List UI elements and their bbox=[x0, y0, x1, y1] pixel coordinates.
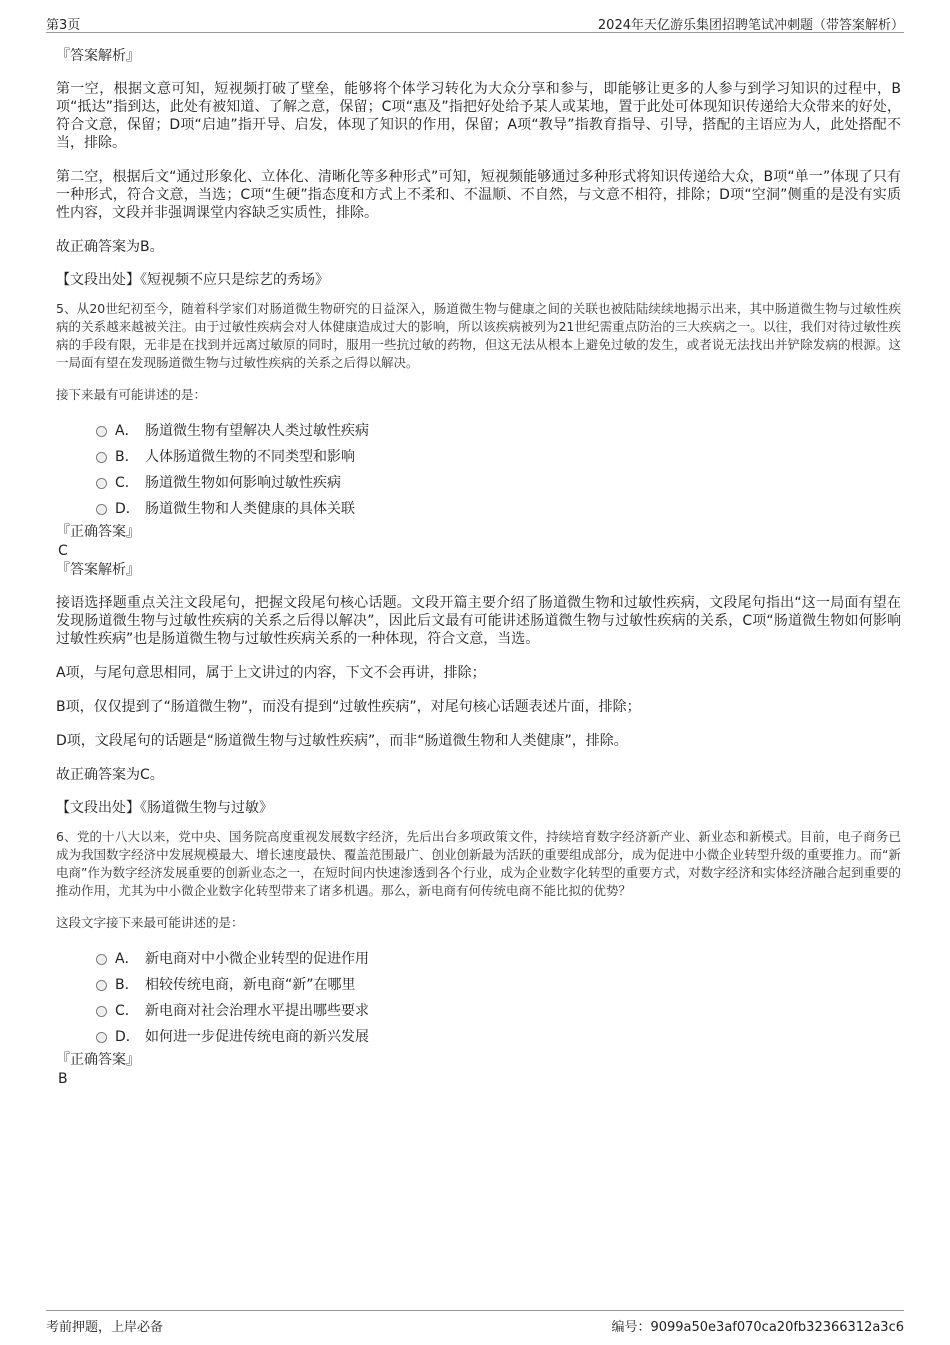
option-a[interactable]: A． 新电商对中小微企业转型的促进作用 bbox=[96, 946, 901, 972]
option-c[interactable]: C． 新电商对社会治理水平提出哪些要求 bbox=[96, 998, 901, 1024]
page-header bbox=[46, 10, 904, 33]
source-citation: 【文段出处】《短视频不应只是综艺的秀场》 bbox=[56, 272, 329, 288]
analysis-label: 『答案解析』 bbox=[56, 562, 140, 578]
radio-icon[interactable] bbox=[96, 1006, 107, 1017]
correct-answer-label: 『正确答案』 bbox=[56, 524, 140, 540]
radio-icon[interactable] bbox=[96, 478, 107, 489]
analysis-paragraph: A项，与尾句意思相同，属于上文讲过的内容，下文不会再讲，排除； bbox=[56, 665, 486, 681]
answer-conclusion: 故正确答案为B。 bbox=[56, 239, 164, 255]
correct-answer: B bbox=[58, 1071, 68, 1087]
analysis-paragraph: 第一空，根据文意可知，短视频打破了壁垒，能够将个体学习转化为大众分享和参与，即能够让更多的人参与到学习知识的过程中，B项“抵达”指到达，此处有被知道、了解之意，保留；C项“惠及”指把好处给予某人或某地，置于此处可体现知识传递给大众带来的好处，符合文意，保留；D项“启迪”指开导、启发，体现了知识的作用，保留；A项“教导”指教育指导、引导，搭配的主语应为人，此处搭配不当，排除。 bbox=[56, 81, 901, 151]
question-prompt: 这段文字接下来最可能讲述的是： bbox=[56, 915, 244, 930]
source-citation: 【文段出处】《肠道微生物与过敏》 bbox=[56, 800, 273, 816]
answer-conclusion: 故正确答案为C。 bbox=[56, 767, 164, 783]
correct-answer-label: 『正确答案』 bbox=[56, 1052, 140, 1068]
document-title: 2024年天亿游乐集团招聘笔试冲刺题（带答案解析） bbox=[597, 18, 904, 33]
analysis-paragraph: 第二空，根据后文“通过形象化、立体化、清晰化等多种形式”可知，短视频能够通过多种形式将知识传递给大众，B项“单一”体现了只有一种形式，符合文意，当选；C项“生硬”指态度和方式上不柔和、不温顺、不自然，与文意不相符，排除；D项“空洞”侧重的是没有实质性内容，文段并非强调课堂内容缺乏实质性，排除。 bbox=[56, 169, 901, 221]
option-b[interactable]: B． 人体肠道微生物的不同类型和影响 bbox=[96, 444, 901, 470]
radio-icon[interactable] bbox=[96, 1032, 107, 1043]
radio-icon[interactable] bbox=[96, 954, 107, 965]
option-d[interactable]: D． 肠道微生物和人类健康的具体关联 bbox=[96, 496, 901, 522]
footer-slogan: 考前押题，上岸必备 bbox=[46, 1320, 164, 1335]
option-d[interactable]: D． 如何进一步促进传统电商的新兴发展 bbox=[96, 1024, 901, 1050]
document-body bbox=[56, 44, 901, 1088]
page-footer bbox=[46, 1310, 904, 1341]
question-text: 5、从20世纪初至今，随着科学家们对肠道微生物研究的日益深入，肠道微生物与健康之间的关联也被陆陆续续地揭示出来，其中肠道微生物与过敏性疾病的关系越来越被关注。由于过敏性疾病会对人体健康造成过大的影响，所以该疾病被列为21世纪需重点防治的三大疾病之一。以往，我们对待过敏性疾病的手段有限，无非是在找到并远离过敏原的同时，服用一些抗过敏的药物，但这无法从根本上避免过敏的发生，或者说无法找出并铲除发病的根源。这一局面有望在发现肠道微生物与过敏性疾病的关系之后得以解决。 bbox=[56, 301, 901, 370]
option-a[interactable]: A． 肠道微生物有望解决人类过敏性疾病 bbox=[96, 418, 901, 444]
question-text: 6、党的十八大以来，党中央、国务院高度重视发展数字经济，先后出台多项政策文件，持续培育数字经济新产业、新业态和新模式。目前，电子商务已成为我国数字经济中发展规模最大、增长速度最快、覆盖范围最广、创业创新最为活跃的重要组成部分，成为促进中小微企业转型升级的重要推力。而“新电商”作为数字经济发展重要的创新业态之一，在短时间内快速渗透到各个行业，成为企业数字化转型的重要方式，对数字经济和实体经济融合起到重要的推动作用，尤其为中小微企业数字化转型带来了诸多机遇。那么，新电商有何传统电商不能比拟的优势？ bbox=[56, 829, 901, 898]
option-b[interactable]: B． 相较传统电商，新电商“新”在哪里 bbox=[96, 972, 901, 998]
analysis-paragraph: 接语选择题重点关注文段尾句，把握文段尾句核心话题。文段开篇主要介绍了肠道微生物和过敏性疾病，文段尾句指出“这一局面有望在发现肠道微生物与过敏性疾病的关系之后得以解决”，因此后文最有可能讲述肠道微生物与过敏性疾病的关系，C项“肠道微生物如何影响过敏性疾病”也是肠道微生物与过敏性疾病关系的一种体现，符合文意，当选。 bbox=[56, 595, 901, 647]
correct-answer: C bbox=[58, 543, 68, 559]
analysis-paragraph: B项，仅仅提到了“肠道微生物”，而没有提到“过敏性疾病”，对尾句核心话题表述片面，排除； bbox=[56, 699, 641, 715]
radio-icon[interactable] bbox=[96, 980, 107, 991]
question-prompt: 接下来最有可能讲述的是： bbox=[56, 387, 207, 402]
document-id: 编号：9099a50e3af070ca20fb32366312a3c6 bbox=[611, 1320, 904, 1335]
option-list bbox=[56, 418, 901, 522]
radio-icon[interactable] bbox=[96, 426, 107, 437]
page-number: 第3页 bbox=[46, 18, 81, 33]
analysis-paragraph: D项，文段尾句的话题是“肠道微生物与过敏性疾病”，而非“肠道微生物和人类健康”，排除。 bbox=[56, 733, 628, 749]
radio-icon[interactable] bbox=[96, 504, 107, 515]
option-list bbox=[56, 946, 901, 1050]
option-c[interactable]: C． 肠道微生物如何影响过敏性疾病 bbox=[96, 470, 901, 496]
analysis-label: 『答案解析』 bbox=[56, 48, 140, 64]
radio-icon[interactable] bbox=[96, 452, 107, 463]
